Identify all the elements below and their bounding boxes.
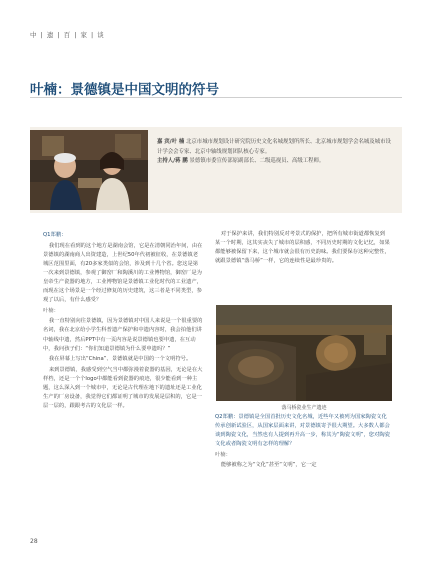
host-description: 景德镇市委宣传部原副部长、二级巡视员、高级工程师。 <box>189 158 325 165</box>
paragraph: Q1郑鹏： <box>43 232 67 238</box>
kiln-site-illustration <box>216 305 392 401</box>
paragraph: 对于保护来讲，我们特别反对考景式的保护，把所有城市街道都恢复到某一个时期，这其实丧失了城市的层积感，不同历史时期的文化记忆，如果都能够被保留下来，这个城市就会很有历史韵味。我们要保存这种完整性，就跟景德镇“落马桥”一样，它的连续性是最珍贵的。 <box>215 231 390 265</box>
intro-text <box>157 138 392 167</box>
right-column-top <box>215 230 390 268</box>
right-column-bottom <box>215 413 390 472</box>
interview-photo <box>30 130 148 210</box>
paragraph: 我们现在看到的这个地方是湖南会馆，它是在清朝同治年间，由在景德镇的湖南商人出资建造，上世纪50年代初被征收，在景德镇老城区范围里面，有20多家类似的会馆，涉及到十几个省。您这是第一次来到景德镇，参观了御窑厂和陶溪川的工业博物馆，御窑厂是为皇帝生产瓷器的地方，工业博物馆是景德镇工业化时代的工业遗产，而现在这个场景是一个经过修复的历史建筑，这三者是不同类型，参观了以后，有什么感受？ <box>43 242 203 304</box>
paragraph: 叶楠： <box>43 307 59 314</box>
left-column <box>43 231 203 413</box>
paragraph: 我在屏幕上写出“China”、景德镇就是中国的一个文明符号。 <box>48 356 192 363</box>
interview-photo-illustration <box>30 130 148 210</box>
host-intro <box>157 157 392 167</box>
title-divider <box>30 97 402 98</box>
paragraph: 能够被称之为“文化”甚至“文明”，它一定 <box>220 462 317 469</box>
kiln-site-photo <box>216 305 392 401</box>
paragraph: 我一直特别向往景德镇，因为景德镇对中国人来说是一个很重要的名词，我在北京给小学生科普遗产保护和中遗内容时，我会拍他们讲中轴线中遗，然后PPT中有一页内容是说景德镇也要申遗，在互动中，我问孩子们：“你们知道景德镇为什么要申遗吗？” <box>43 318 203 352</box>
paragraph: Q2郑鹏：景德镇是全国首批历史文化名城，近些年又被列为国家陶瓷文化传承创新试验区，从国家层面来讲，对景德镇寄予很大期望。大多数人都会谈到陶瓷文化，当然也有人提到再升高一步，称其为“陶瓷文明”，您对陶瓷文化或者陶瓷文明有怎样的理解？ <box>215 414 390 448</box>
paragraph: 叶楠： <box>215 451 231 458</box>
paragraph: 来到景德镇，我感受到空气当中都弥漫着瓷器的基因，无论是在大样档，还是一个个logo中都能看到瓷器的痕迹，很少能看到一种主题，这么深入到一个城市中，无论是古代理在地下的遗址还是工业化生产的厂房设备，我觉得它们都证明了城市的发展是层积的，它是一层一层的，跟跟考古的文化层一样。 <box>43 366 203 410</box>
column-header: 中 | 遗 | 百 | 家 | 谈 <box>30 31 105 39</box>
guest-role: 嘉 宾/叶 楠 <box>157 139 185 145</box>
article-title: 叶楠：景德镇是中国文明的符号 <box>30 82 219 98</box>
photo-caption: 落马桥瓷业生产遗迹 <box>281 405 327 411</box>
host-role: 主持人/蒋 鹏 <box>157 158 188 165</box>
page-number: 28 <box>30 538 38 545</box>
guest-description: 北京市城市规划设计研究院历史文化名城规划所所长、北京城市规划学会名城及城市设计学会会专家、北京中轴线规划团队核心专家。 <box>157 139 391 155</box>
guest-intro <box>157 138 392 157</box>
